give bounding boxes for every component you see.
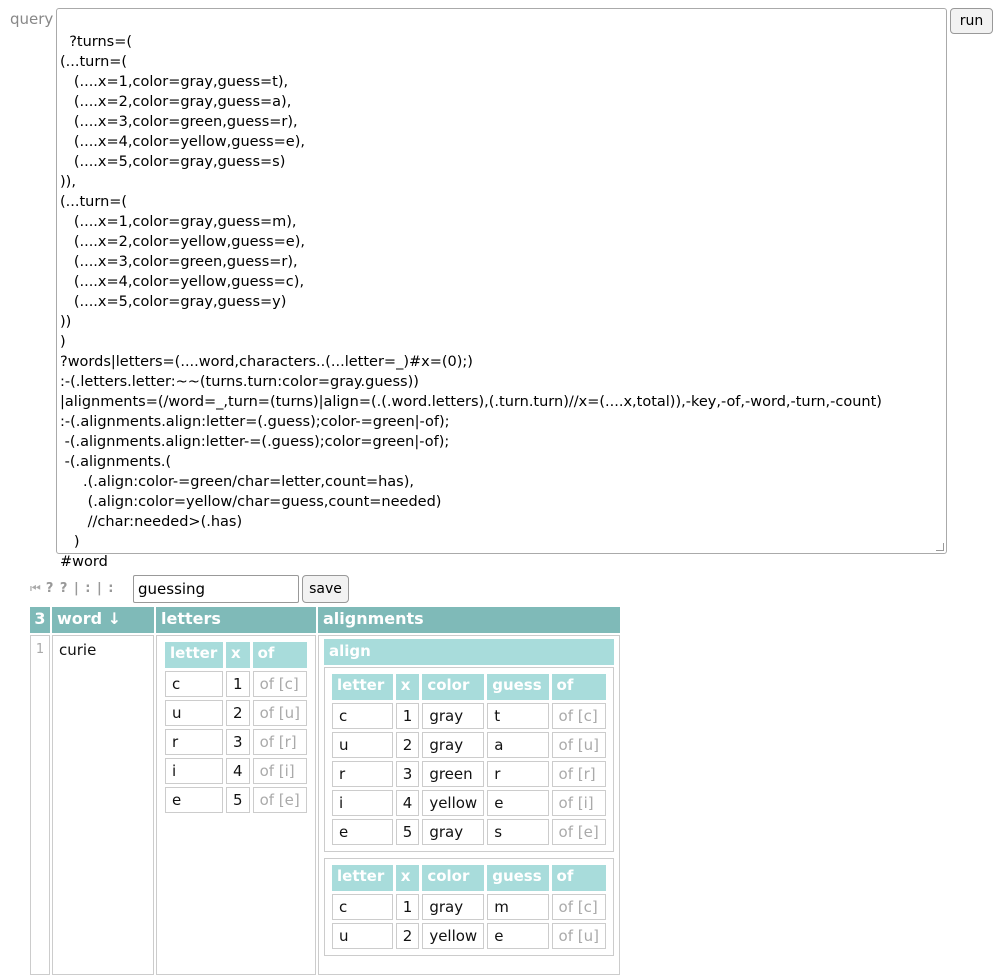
color-value: gray xyxy=(422,703,484,729)
query-label: query xyxy=(10,10,54,28)
align-header-of: of xyxy=(552,674,606,700)
x-value: 1 xyxy=(226,671,250,697)
query-text: ?turns=( (...turn=( (....x=1,color=gray,guess=t), (....x=2,color=gray,guess=a), (....x=3,color=green,guess=r), (....x=4,color=yellow,guess=e), (....x=5,color=gray,guess=s) )), (...turn=( (....x=1,color=gray,guess=m), (....x=2,color=yellow,guess=e), (....x=3,color=green,guess=r), (....x=4,color=yellow,guess=c), (....x=5,color=gray,guess=y) )) ) ?words|letters=(....word,characters..(...letter=_)#x=(0);) :-(.letters.letter:~~(turns.turn:color=gray.guess)) |alignments=(/word=_,turn=(turns)|align=(.(.word.letters),(.turn.turn)//x=(....x,total)),-key,-of,-word,-turn,-count) :-(.alignments.align:letter=(.guess);color-=green|-of); -(.alignments.align:letter-=(.guess);color=green|-of); -(.alignments.( .(.align:color-=green/char=letter,count=has), (.align:color=yellow/char=guess,count=needed) //char:needed>(.has) ) #word xyxy=(60,34,882,570)
letters-header-x: x xyxy=(226,642,250,668)
align-header-guess: guess xyxy=(487,674,548,700)
align-header-of: of xyxy=(552,865,606,891)
x-value: 2 xyxy=(396,923,420,949)
of-value: of [c] xyxy=(552,894,606,920)
table-row xyxy=(332,732,606,758)
guess-value: r xyxy=(487,761,548,787)
color-value: gray xyxy=(422,894,484,920)
list-item xyxy=(165,729,307,755)
x-value: 4 xyxy=(396,790,420,816)
of-value: of [u] xyxy=(552,732,606,758)
run-button[interactable]: run xyxy=(950,8,993,34)
guess-value: s xyxy=(487,819,548,845)
color-value: gray xyxy=(422,732,484,758)
guess-value: m xyxy=(487,894,548,920)
x-value: 1 xyxy=(396,703,420,729)
of-value: of [u] xyxy=(253,700,307,726)
table-row xyxy=(332,790,606,816)
table-row xyxy=(332,819,606,845)
list-item xyxy=(165,671,307,697)
letter-value: u xyxy=(332,732,393,758)
of-value: of [i] xyxy=(253,758,307,784)
color-value: yellow xyxy=(422,923,484,949)
row-index: 1 xyxy=(30,635,50,975)
letter-value: i xyxy=(332,790,393,816)
alignment-group xyxy=(324,667,614,852)
of-value: of [c] xyxy=(253,671,307,697)
table-row xyxy=(30,635,620,975)
letter-value: c xyxy=(332,703,393,729)
table-row xyxy=(332,761,606,787)
first-page-icon[interactable]: ⏮ xyxy=(30,580,42,595)
alignments-cell xyxy=(318,635,620,975)
of-value: of [c] xyxy=(552,703,606,729)
save-button[interactable]: save xyxy=(302,575,349,603)
x-value: 3 xyxy=(226,729,250,755)
align-header-letter: letter xyxy=(332,674,393,700)
x-value: 5 xyxy=(226,787,250,813)
letter-value: c xyxy=(165,671,223,697)
result-count: 3 xyxy=(30,607,50,633)
column-header-alignments[interactable]: alignments xyxy=(318,607,620,633)
column-header-word[interactable]: word ↓ xyxy=(52,607,154,633)
of-value: of [e] xyxy=(552,819,606,845)
align-header-guess: guess xyxy=(487,865,548,891)
align-header-color: color xyxy=(422,674,484,700)
letter-value: c xyxy=(332,894,393,920)
align-header-letter: letter xyxy=(332,865,393,891)
x-value: 1 xyxy=(396,894,420,920)
list-item xyxy=(165,758,307,784)
guess-value: a xyxy=(487,732,548,758)
column-header-letters[interactable]: letters xyxy=(156,607,316,633)
x-value: 5 xyxy=(396,819,420,845)
query-name-input[interactable] xyxy=(133,575,299,603)
pager-controls[interactable]: ? ? | : | : xyxy=(45,580,115,596)
of-value: of [r] xyxy=(552,761,606,787)
align-header-color: color xyxy=(422,865,484,891)
list-item xyxy=(165,787,307,813)
letters-header-of: of xyxy=(253,642,307,668)
of-value: of [r] xyxy=(253,729,307,755)
color-value: green xyxy=(422,761,484,787)
x-value: 3 xyxy=(396,761,420,787)
align-header-x: x xyxy=(396,865,420,891)
results-table-container xyxy=(28,605,630,945)
letter-value: e xyxy=(332,819,393,845)
alignment-group xyxy=(324,858,614,956)
table-row xyxy=(332,894,606,920)
letter-value: i xyxy=(165,758,223,784)
letter-value: r xyxy=(332,761,393,787)
pager xyxy=(30,578,114,598)
of-value: of [i] xyxy=(552,790,606,816)
align-header-x: x xyxy=(396,674,420,700)
x-value: 4 xyxy=(226,758,250,784)
query-textarea[interactable] xyxy=(56,8,947,570)
table-row xyxy=(332,703,606,729)
align-header: align xyxy=(324,639,614,665)
x-value: 2 xyxy=(396,732,420,758)
letters-cell xyxy=(156,635,316,975)
color-value: yellow xyxy=(422,790,484,816)
results-table xyxy=(28,605,622,977)
letter-value: u xyxy=(165,700,223,726)
guess-value: t xyxy=(487,703,548,729)
alignment-table xyxy=(329,671,609,848)
letter-value: e xyxy=(165,787,223,813)
guess-value: e xyxy=(487,923,548,949)
list-item xyxy=(165,700,307,726)
letter-value: u xyxy=(332,923,393,949)
table-row xyxy=(332,923,606,949)
letter-value: r xyxy=(165,729,223,755)
alignment-table xyxy=(329,862,609,952)
x-value: 2 xyxy=(226,700,250,726)
of-value: of [u] xyxy=(552,923,606,949)
letters-header-letter: letter xyxy=(165,642,223,668)
color-value: gray xyxy=(422,819,484,845)
letters-table xyxy=(162,639,310,816)
word-cell: curie xyxy=(52,635,154,975)
of-value: of [e] xyxy=(253,787,307,813)
guess-value: e xyxy=(487,790,548,816)
resize-grip-icon[interactable] xyxy=(936,543,944,551)
